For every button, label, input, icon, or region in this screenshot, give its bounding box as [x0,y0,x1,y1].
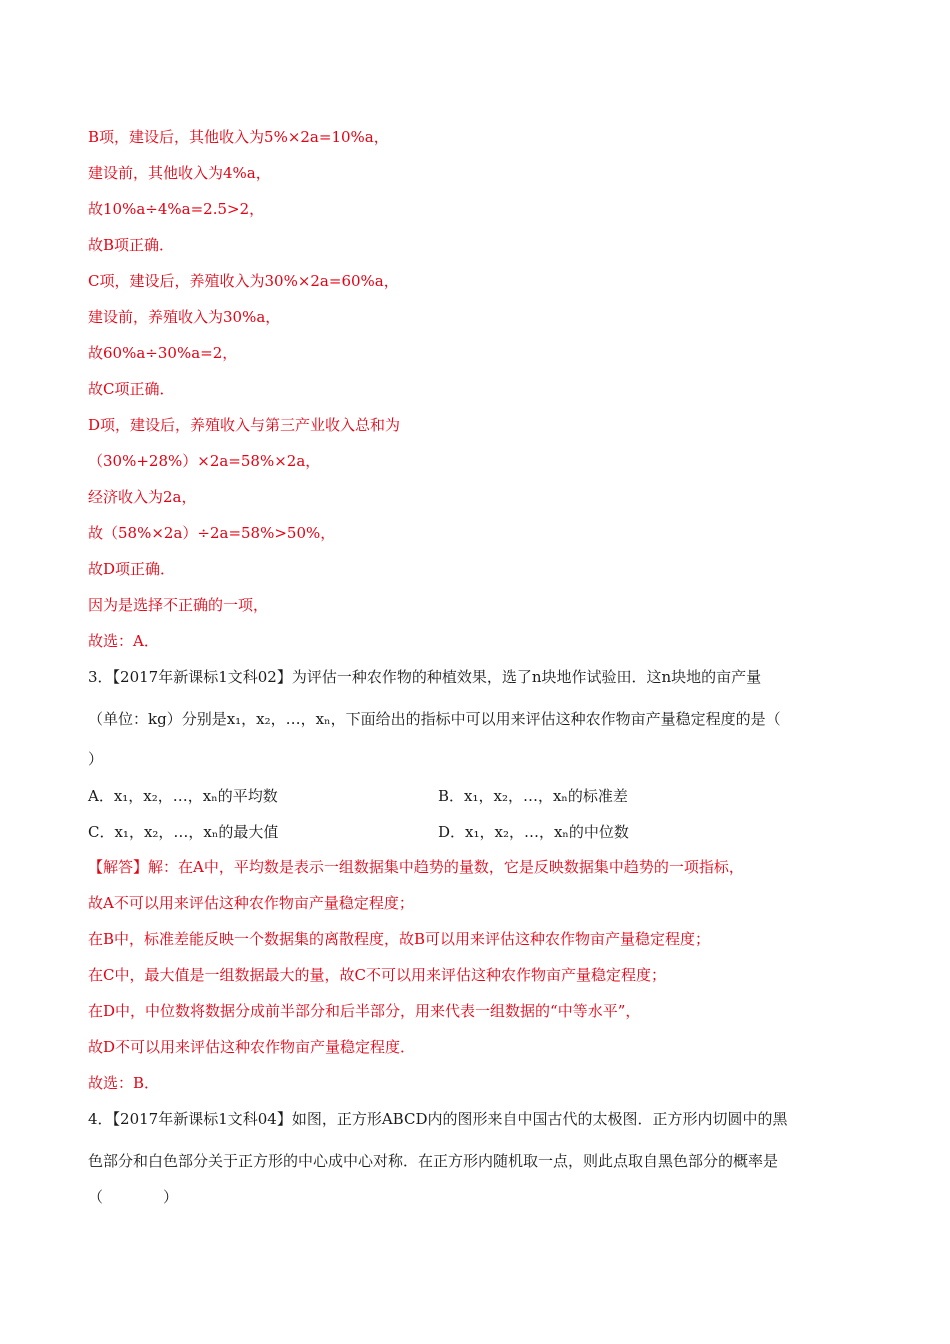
question-4-stem: （ ） [88,1188,179,1206]
solution-line: 故选：A． [88,632,159,650]
question-3-stem: 3．【2017年新课标1文科02】为评估一种农作物的种植效果，选了n块地作试验田．这n块地的亩产量 [88,668,762,686]
solution-line: D项，建设后，养殖收入与第三产业收入总和为 [88,416,401,434]
question-3-answer: 故A不可以用来评估这种农作物亩产量稳定程度； [88,894,414,912]
solution-line: 经济收入为2a， [88,488,197,506]
question-3-option-a: A．x₁，x₂，…，xₙ的平均数 [88,787,278,805]
question-3-answer: 【解答】解：在A中，平均数是表示一组数据集中趋势的量数，它是反映数据集中趋势的一项指标， [88,858,744,876]
question-3-option-b: B．x₁，x₂，…，xₙ的标准差 [438,787,628,805]
solution-line: 故C项正确． [88,380,175,398]
solution-line: 故（58%×2a）÷2a=58%>50%， [88,524,336,542]
question-4-stem: 色部分和白色部分关于正方形的中心成中心对称．在正方形内随机取一点，则此点取自黑色部分的概率是 [88,1152,779,1170]
solution-line: （30%+28%）×2a=58%×2a， [88,452,321,470]
question-3-answer: 在B中，标准差能反映一个数据集的离散程度，故B可以用来评估这种农作物亩产量稳定程度； [88,930,711,948]
solution-line: 故10%a÷4%a=2.5>2， [88,200,265,218]
question-4-stem: 4．【2017年新课标1文科04】如图，正方形ABCD内的图形来自中国古代的太极图．正方形内切圆中的黑 [88,1110,788,1128]
question-3-option-c: C．x₁，x₂，…，xₙ的最大值 [88,823,279,841]
solution-line: 故B项正确． [88,236,175,254]
question-3-answer: 故D不可以用来评估这种农作物亩产量稳定程度． [88,1038,416,1056]
question-3-stem: ） [88,750,104,768]
solution-line: C项，建设后，养殖收入为30%×2a=60%a， [88,272,399,290]
solution-line: 建设前，养殖收入为30%a， [88,308,281,326]
question-3-answer: 在C中，最大值是一组数据最大的量，故C不可以用来评估这种农作物亩产量稳定程度； [88,966,666,984]
question-3-stem: （单位：kg）分别是x₁，x₂，…，xₙ，下面给出的指标中可以用来评估这种农作物亩产量稳定程度的是（ [88,710,781,728]
question-3-answer: 故选：B． [88,1074,160,1092]
solution-line: 故D项正确． [88,560,176,578]
solution-line: 建设前，其他收入为4%a， [88,164,271,182]
solution-line: 因为是选择不正确的一项， [88,596,269,614]
question-3-answer: 在D中，中位数将数据分成前半部分和后半部分，用来代表一组数据的“中等水平”， [88,1002,641,1020]
question-3-option-d: D．x₁，x₂，…，xₙ的中位数 [438,823,629,841]
solution-line: 故60%a÷30%a=2， [88,344,238,362]
solution-line: B项，建设后，其他收入为5%×2a=10%a， [88,128,389,146]
